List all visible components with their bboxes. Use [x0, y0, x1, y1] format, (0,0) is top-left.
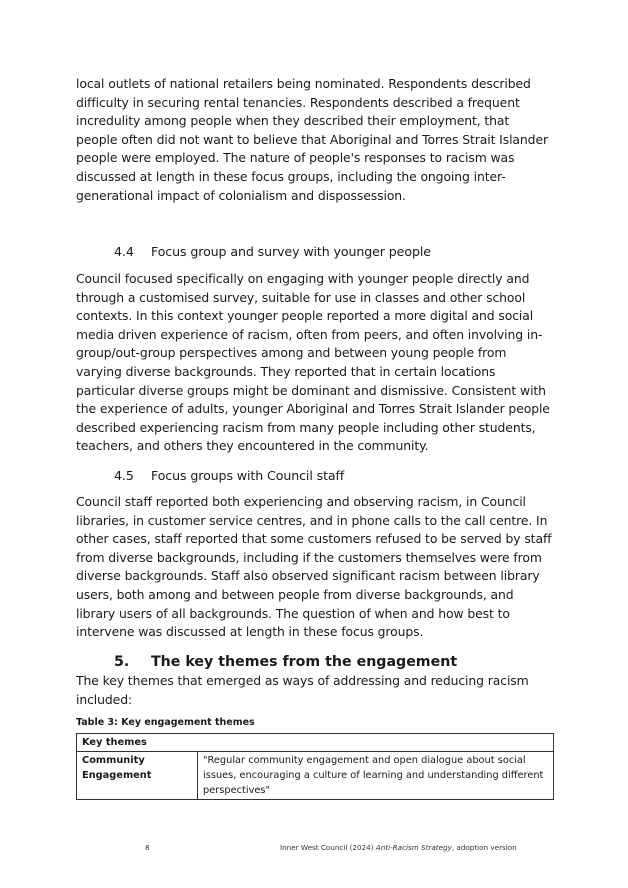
intro-paragraph: local outlets of national retailers being nominated. Respondents described difficulty in securing rental tenancies. Respondents described a frequent incredulity among people when they described their employment, that people often did not want to believe that Aboriginal and Torres Strait Islander people were employed. The nature of people's responses to racism was discussed at length in these focus groups, including the ongoing inter-generational impact of colonialism and dispossession. — [76, 76, 548, 203]
theme-text-cell: "Regular community engagement and open dialogue about social issues, encouraging a culture of learning and understanding different perspectives" — [198, 752, 554, 800]
footer-doc-title: Anti-Racism Strategy — [375, 843, 452, 852]
section-4-5-heading — [114, 468, 344, 483]
section-5-heading — [114, 654, 457, 670]
table-caption: Table 3: Key engagement themes — [76, 717, 255, 728]
section-4-5-title: Focus groups with Council staff — [151, 468, 345, 483]
section-4-4-heading — [114, 244, 431, 259]
themes-intro-paragraph: The key themes that emerged as ways of addressing and reducing racism included: — [76, 673, 529, 707]
section-4-4-number: 4.4 — [114, 244, 134, 259]
page-number: 8 — [145, 843, 150, 852]
younger-people-paragraph: Council focused specifically on engaging with younger people directly and through a customised survey, suitable for use in classes and other school contexts. In this context younger people reported a more digital and social media driven experience of racism, often from peers, and often involving in-group/out-group perspectives among and between young people from varying diverse backgrounds. They reported that in certain locations particular diverse groups might be dominant and dismissive. Consistent with the experience of adults, younger Aboriginal and Torres Strait Islander people described experiencing racism from many people including other students, teachers, and others they encountered in the community. — [76, 271, 550, 454]
theme-label-cell: Community Engagement — [77, 752, 198, 800]
council-staff-paragraph: Council staff reported both experiencing and observing racism, in Council libraries, in customer service centres, and in phone calls to the call centre. In other cases, staff reported that some customers refused to be served by staff from diverse backgrounds, including if the customers themselves were from diverse backgrounds. Staff also observed significant racism between library users, both among and between people from diverse backgrounds, and library users of all backgrounds. The question of when and how best to intervene was discussed at length in these focus groups. — [76, 494, 552, 640]
table-header-row — [77, 734, 554, 752]
section-4-4-title: Focus group and survey with younger people — [151, 244, 431, 259]
section-4-5-number: 4.5 — [114, 468, 134, 483]
key-themes-table — [76, 733, 554, 800]
section-5-number: 5. — [114, 654, 130, 670]
section-5-title: The key themes from the engagement — [151, 654, 458, 670]
table-row — [77, 752, 554, 800]
footer-org: Inner West Council (2024) — [280, 843, 376, 852]
table-header-cell: Key themes — [77, 734, 554, 752]
footer-citation — [280, 843, 517, 852]
footer-suffix: , adoption version — [451, 843, 517, 852]
